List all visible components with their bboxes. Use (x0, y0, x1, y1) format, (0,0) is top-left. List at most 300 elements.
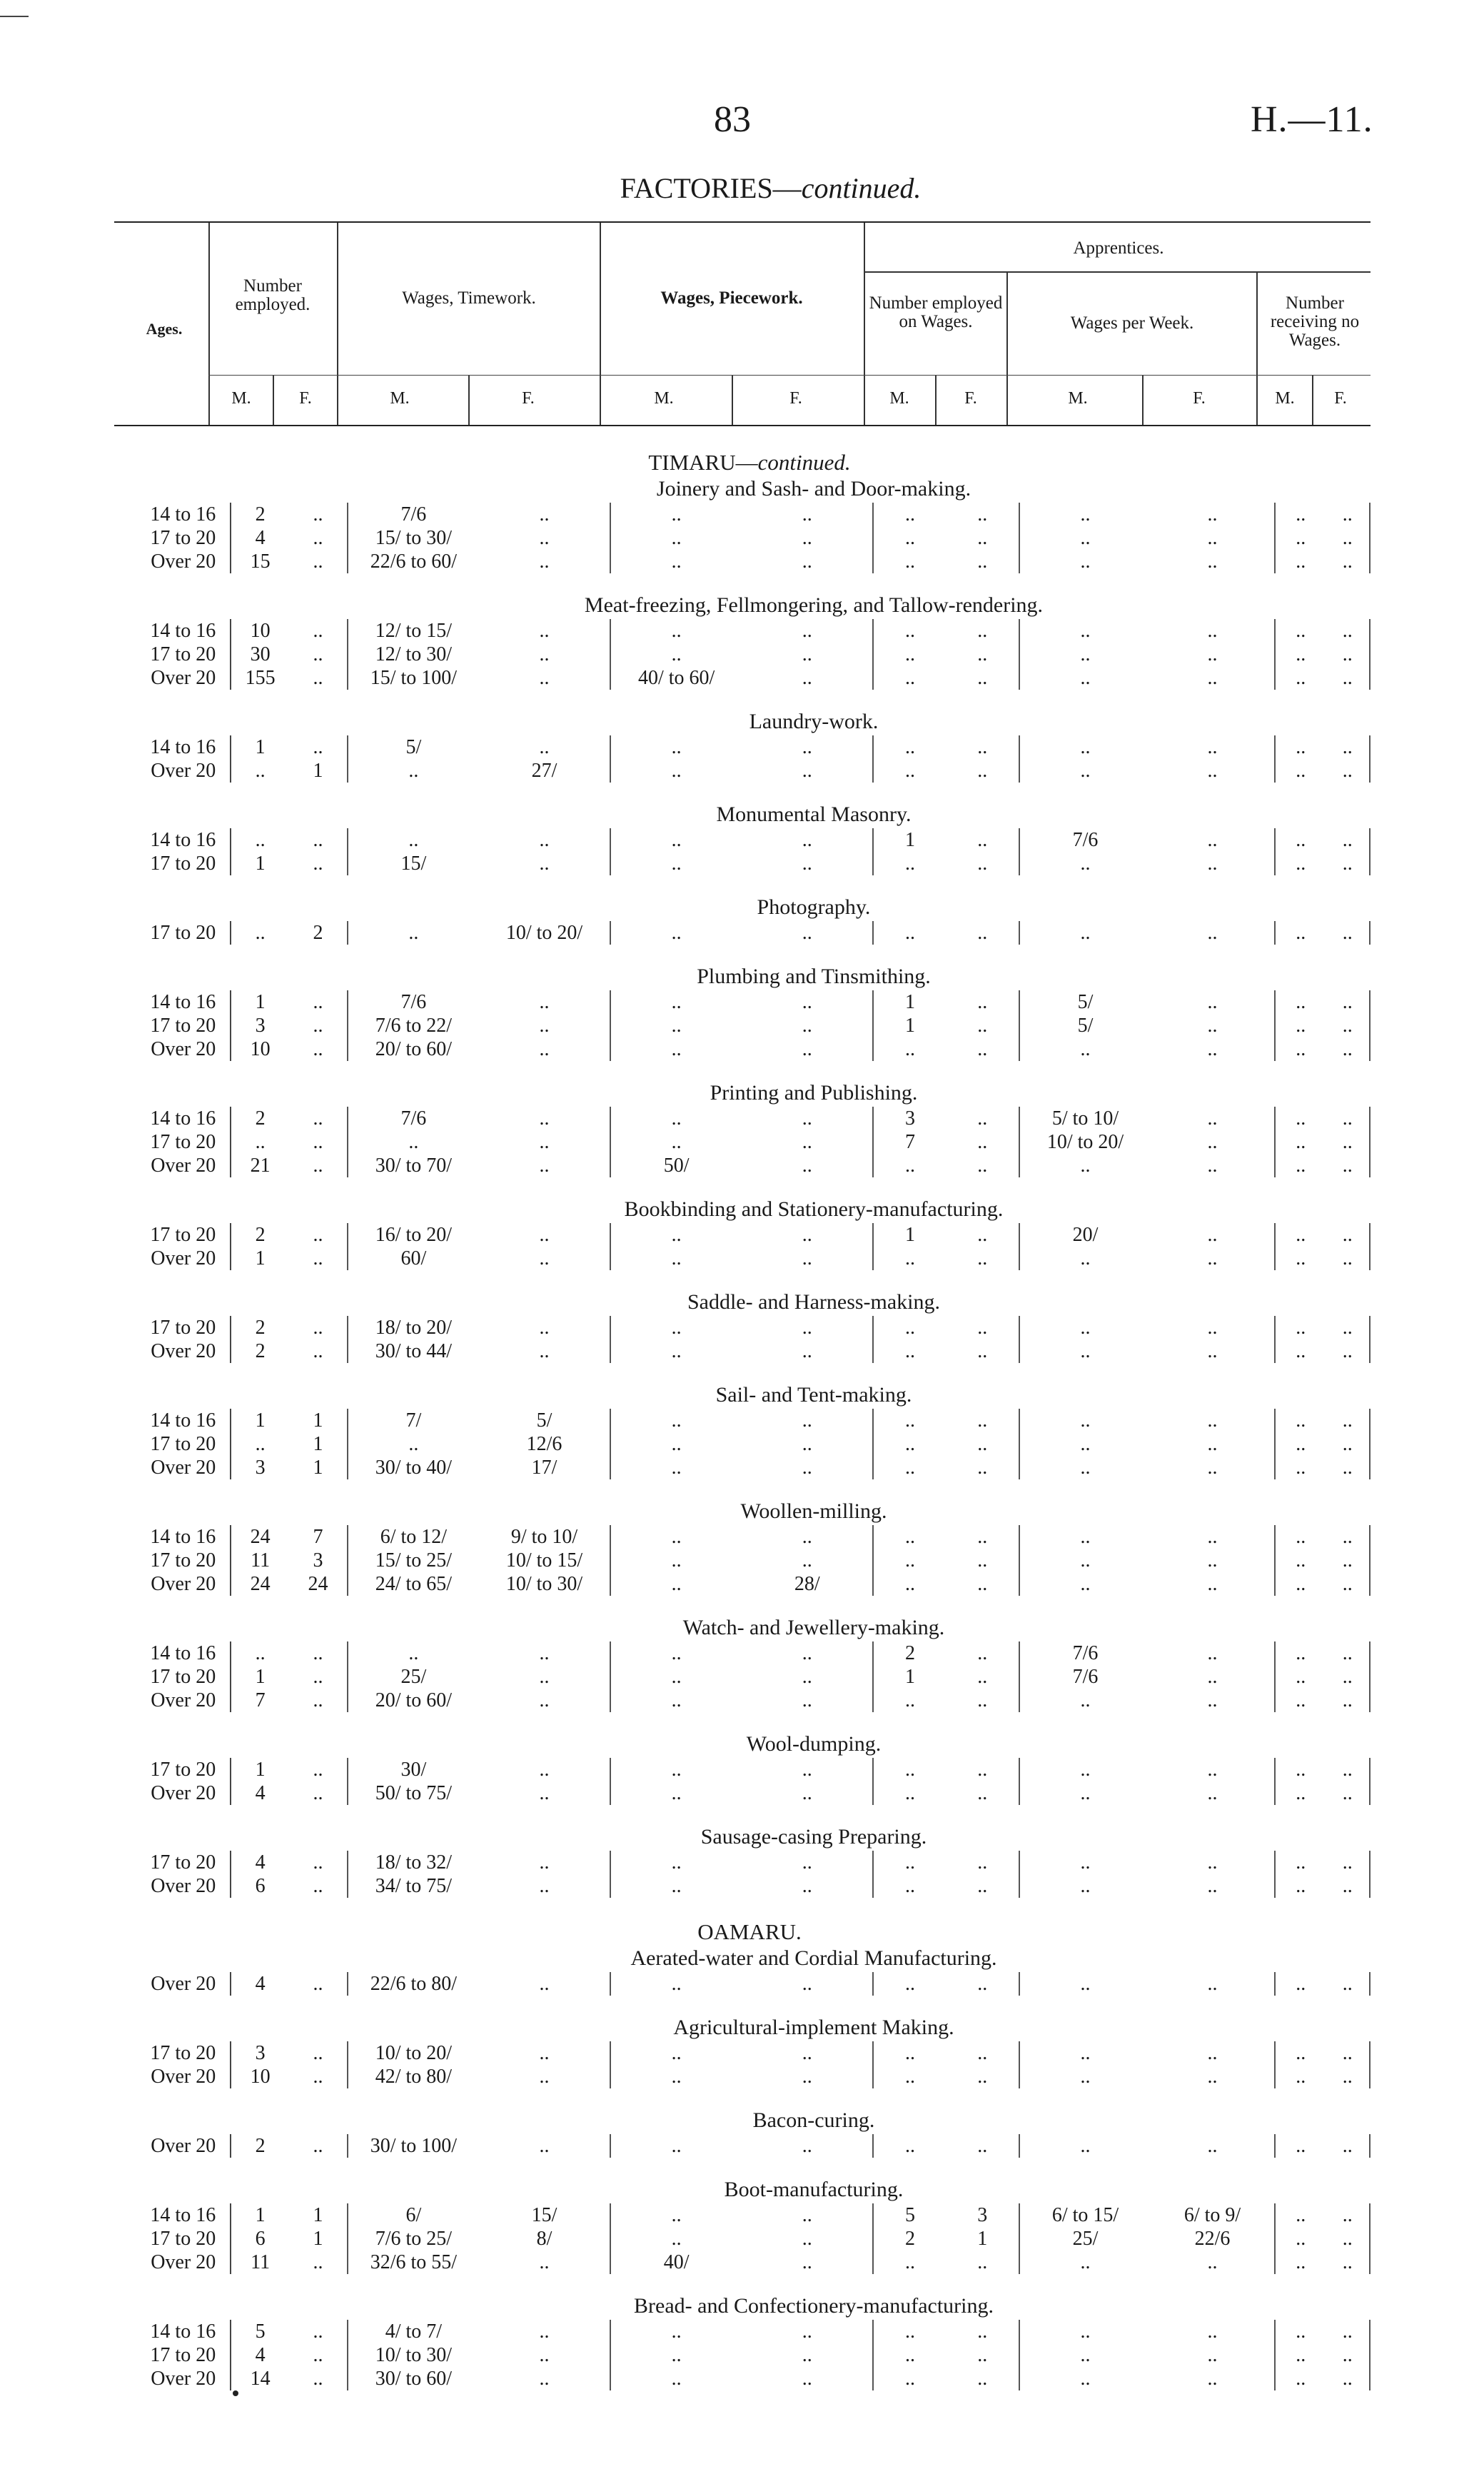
table-cell: .. (289, 852, 348, 875)
table-cell: .. (742, 1851, 873, 1874)
age-cell: 14 to 16 (128, 1525, 231, 1549)
table-cell: .. (289, 2134, 348, 2158)
table-cell: .. (1151, 1316, 1275, 1339)
table-cell: .. (1151, 2251, 1275, 2274)
table-cell: .. (905, 619, 915, 642)
age-cell: Over 20 (128, 2367, 231, 2390)
table-cell: .. (905, 1972, 915, 1995)
table-cell: 10 (250, 1037, 271, 1060)
table-cell: 30/ to 40/ (375, 1456, 453, 1479)
table-cell: .. (408, 1432, 419, 1455)
table-cell: 3 (255, 2041, 266, 2064)
header-number-employed: Number employed. (235, 276, 311, 314)
table-cell: 1 (255, 1409, 266, 1432)
table-cell: 1 (289, 2203, 348, 2227)
age-cell: 14 to 16 (128, 503, 231, 526)
table-cell: .. (742, 1316, 873, 1339)
table-cell: .. (947, 1572, 1019, 1596)
table-cell: .. (671, 619, 682, 642)
table-cell: .. (1080, 1874, 1091, 1897)
table-cell: .. (289, 2041, 348, 2065)
table-row (128, 2251, 1370, 2274)
table-cell: 21 (250, 1154, 271, 1177)
table-cell: 5 (255, 2320, 266, 2343)
table-cell: .. (671, 1409, 682, 1432)
table-cell: 10 (250, 619, 271, 642)
table-body (128, 443, 1371, 2410)
table-cell: .. (1326, 1409, 1370, 1432)
age-cell: 17 to 20 (128, 1316, 231, 1339)
table-cell: .. (255, 828, 266, 851)
table-cell: 3 (289, 1549, 348, 1572)
table-cell: .. (289, 1972, 348, 1996)
table-cell: .. (479, 1665, 610, 1689)
table-cell: .. (1296, 1339, 1306, 1362)
table-cell: .. (479, 1758, 610, 1781)
table-cell: .. (671, 1874, 682, 1897)
table-cell: .. (479, 990, 610, 1014)
industry-table (128, 828, 1371, 875)
table-cell: .. (947, 1641, 1019, 1665)
table-row (128, 921, 1370, 945)
table-cell: 7/6 (1072, 1641, 1099, 1664)
table-cell: .. (1296, 2320, 1306, 2343)
industry-table (128, 1758, 1371, 1805)
industry-section (128, 1732, 1371, 1805)
table-cell: .. (671, 921, 682, 944)
table-cell: .. (947, 1154, 1019, 1177)
table-cell: .. (671, 643, 682, 665)
table-cell: .. (1296, 1549, 1306, 1572)
age-cell: 14 to 16 (128, 2320, 231, 2343)
industry-title: Boot-manufacturing. (724, 2178, 904, 2201)
header-f: F. (1334, 389, 1347, 408)
age-cell: 14 to 16 (128, 735, 231, 759)
table-row (128, 2134, 1370, 2158)
table-cell: .. (947, 619, 1019, 643)
table-cell: .. (1296, 1130, 1306, 1153)
table-cell: 15/ (479, 2203, 610, 2227)
table-cell: 50/ to 75/ (375, 1781, 453, 1804)
industry-table (128, 1107, 1371, 1177)
table-row (128, 643, 1370, 666)
col-divider (273, 375, 274, 425)
table-cell: .. (1151, 1641, 1275, 1665)
header-f: F. (1193, 389, 1206, 408)
age-cell: Over 20 (128, 666, 231, 690)
apprentices-rule (864, 271, 1371, 273)
table-cell: .. (671, 1758, 682, 1781)
table-cell: .. (255, 1641, 266, 1664)
age-cell: 17 to 20 (128, 1851, 231, 1874)
table-cell: .. (479, 2367, 610, 2390)
table-cell: .. (742, 1972, 873, 1996)
header-f: F. (522, 389, 535, 408)
age-cell: 17 to 20 (128, 643, 231, 666)
table-row (128, 1107, 1370, 1130)
table-cell: .. (289, 1130, 348, 1154)
table-cell: .. (905, 735, 915, 758)
table-cell: .. (1296, 643, 1306, 665)
table-cell: 7/ (405, 1409, 422, 1432)
table-cell: .. (479, 550, 610, 573)
table-cell: .. (1326, 2041, 1370, 2065)
table-cell: .. (1326, 643, 1370, 666)
table-cell: .. (742, 550, 873, 573)
table-cell: .. (1326, 1247, 1370, 1270)
table-cell: .. (408, 1641, 419, 1664)
table-cell: .. (905, 1339, 915, 1362)
table-cell: .. (742, 1107, 873, 1130)
table-row (128, 1665, 1370, 1689)
table-cell: 2 (289, 921, 348, 945)
table-cell: .. (742, 990, 873, 1014)
table-cell: .. (1296, 2041, 1306, 2064)
table-cell: .. (1326, 1549, 1370, 1572)
table-cell: 16/ to 20/ (375, 1223, 453, 1246)
table-cell: .. (742, 1758, 873, 1781)
industry-title: Watch- and Jewellery-making. (682, 1616, 945, 1639)
header-ages: Ages. (146, 320, 183, 338)
table-cell: .. (1296, 1572, 1306, 1595)
table-cell: 7/6 (400, 1107, 427, 1130)
table-cell: .. (1296, 1641, 1306, 1664)
table-cell: 1 (289, 759, 348, 783)
table-cell: .. (479, 1972, 610, 1996)
table-cell: 6 (255, 2227, 266, 2250)
table-cell: .. (1326, 735, 1370, 759)
table-cell: .. (1151, 619, 1275, 643)
table-cell: .. (947, 2041, 1019, 2065)
table-cell: .. (947, 990, 1019, 1014)
table-cell: .. (947, 1689, 1019, 1712)
table-row (128, 759, 1370, 783)
table-cell: .. (947, 2134, 1019, 2158)
table-cell: .. (671, 1572, 682, 1595)
table-cell: .. (1151, 735, 1275, 759)
table-cell: .. (1296, 550, 1306, 573)
table-cell: .. (479, 1339, 610, 1363)
table-cell: 4/ to 7/ (385, 2320, 443, 2343)
header-f: F. (299, 389, 312, 408)
table-cell: .. (1326, 503, 1370, 526)
page-number: 83 (714, 99, 751, 140)
table-cell: .. (479, 1851, 610, 1874)
table-cell: .. (905, 1247, 915, 1269)
industry-title: Woollen-milling. (740, 1499, 887, 1523)
header-wages-piecework: Wages, Piecework. (660, 288, 803, 308)
table-cell: .. (1151, 1154, 1275, 1177)
table-cell: .. (947, 2320, 1019, 2343)
table-cell: .. (408, 921, 419, 944)
table-cell: .. (947, 666, 1019, 690)
industry-section (128, 1616, 1371, 1712)
table-cell: 1 (905, 1665, 915, 1688)
industry-table (128, 1851, 1371, 1898)
table-cell: 10/ to 30/ (479, 1572, 610, 1596)
table-cell: .. (905, 643, 915, 665)
industry-table (128, 503, 1371, 573)
table-cell: .. (1080, 1572, 1091, 1595)
table-cell: 1 (255, 1247, 266, 1269)
table-cell: .. (1151, 1339, 1275, 1363)
table-cell: .. (1151, 1456, 1275, 1479)
town-heading (128, 448, 1371, 477)
table-cell: 20/ to 60/ (375, 1689, 453, 1711)
industry-table (128, 1641, 1371, 1712)
table-cell: .. (289, 1247, 348, 1270)
age-cell: Over 20 (128, 1154, 231, 1177)
table-cell: 1 (255, 852, 266, 875)
table-cell: .. (1080, 643, 1091, 665)
table-cell: .. (742, 1130, 873, 1154)
table-cell: .. (1296, 1107, 1306, 1130)
industry-section (128, 895, 1371, 945)
table-cell: .. (1151, 759, 1275, 783)
table-cell: .. (1151, 1851, 1275, 1874)
table-cell: .. (289, 1781, 348, 1805)
table-cell: .. (1151, 1432, 1275, 1456)
table-row (128, 1014, 1370, 1037)
table-cell: 15/ to 25/ (375, 1549, 453, 1572)
table-cell: .. (1296, 2065, 1306, 2088)
table-cell: .. (289, 643, 348, 666)
age-cell: 17 to 20 (128, 1665, 231, 1689)
table-cell: .. (1296, 1689, 1306, 1711)
table-cell: .. (742, 1339, 873, 1363)
table-cell: .. (479, 526, 610, 550)
table-cell: .. (742, 1432, 873, 1456)
table-cell: .. (1296, 2367, 1306, 2390)
table-cell: .. (1080, 1549, 1091, 1572)
header-apprentices-employed: Number employed on Wages. (869, 293, 1003, 331)
table-row (128, 2203, 1370, 2227)
table-cell: .. (905, 550, 915, 573)
table-cell: .. (408, 828, 419, 851)
table-cell: .. (479, 1037, 610, 1061)
table-cell: .. (1080, 1037, 1091, 1060)
table-cell: 2 (255, 1339, 266, 1362)
industry-section (128, 1290, 1371, 1363)
table-cell: .. (742, 1223, 873, 1247)
table-cell: .. (671, 1972, 682, 1995)
table-cell: .. (905, 1549, 915, 1572)
table-cell: .. (742, 1641, 873, 1665)
industry-table (128, 2320, 1371, 2390)
col-divider (337, 223, 338, 425)
table-cell: .. (1080, 1247, 1091, 1269)
table-cell: 2 (255, 1223, 266, 1246)
table-row (128, 2320, 1370, 2343)
table-cell: .. (1151, 666, 1275, 690)
table-cell: .. (742, 2251, 873, 2274)
town-name-suffix: continued. (757, 450, 851, 475)
industry-section (128, 1081, 1371, 1177)
table-cell: .. (671, 2041, 682, 2064)
table-cell: .. (671, 1851, 682, 1874)
industry-section (128, 1383, 1371, 1479)
table-cell: .. (1326, 2134, 1370, 2158)
table-cell: .. (947, 759, 1019, 783)
table-cell: .. (1326, 921, 1370, 945)
table-cell: 30/ to 44/ (375, 1339, 453, 1362)
industry-title: Saddle- and Harness-making. (687, 1290, 941, 1314)
table-cell: .. (1296, 2343, 1306, 2366)
table-cell: .. (947, 921, 1019, 945)
table-row (128, 2041, 1370, 2065)
table-cell: 10/ to 20/ (479, 921, 610, 945)
table-cell: 6/ to 9/ (1151, 2203, 1275, 2227)
table-cell: .. (742, 2041, 873, 2065)
table-cell: 2 (255, 1107, 266, 1130)
table-cell: .. (1326, 1037, 1370, 1061)
table-cell: .. (947, 2065, 1019, 2088)
table-cell: .. (947, 1781, 1019, 1805)
table-cell: .. (1326, 990, 1370, 1014)
table-cell: .. (947, 1525, 1019, 1549)
table-cell: 30/ to 70/ (375, 1154, 453, 1177)
age-cell: Over 20 (128, 550, 231, 573)
industry-title: Monumental Masonry. (716, 803, 912, 826)
table-cell: .. (905, 921, 915, 944)
table-cell: .. (947, 503, 1019, 526)
industry-title: Sausage-casing Preparing. (700, 1825, 927, 1849)
table-cell: 5/ (405, 735, 422, 758)
table-cell: 4 (255, 526, 266, 549)
table-cell: 24/ to 65/ (375, 1572, 453, 1595)
industry-table (128, 990, 1371, 1061)
table-cell: 32/6 to 55/ (370, 2251, 458, 2273)
table-cell: 30 (250, 643, 271, 665)
table-cell: .. (671, 1316, 682, 1339)
age-cell: Over 20 (128, 1456, 231, 1479)
table-cell: .. (947, 852, 1019, 875)
table-cell: .. (1296, 1456, 1306, 1479)
table-row (128, 2065, 1370, 2088)
table-cell: .. (289, 1037, 348, 1061)
table-cell: 15/ (400, 852, 427, 875)
industry-section (128, 1499, 1371, 1596)
table-cell: .. (1151, 1572, 1275, 1596)
table-cell: .. (1296, 1851, 1306, 1874)
table-cell: .. (671, 526, 682, 549)
table-cell: .. (742, 2343, 873, 2367)
table-cell: .. (289, 735, 348, 759)
industry-section (128, 1825, 1371, 1898)
header-apprentices-no-wages: Number receiving no Wages. (1270, 293, 1360, 350)
table-cell: .. (1151, 1549, 1275, 1572)
table-cell: .. (905, 1154, 915, 1177)
table-cell: .. (289, 666, 348, 690)
industry-title: Bacon-curing. (752, 2108, 875, 2132)
table-row (128, 2343, 1370, 2367)
title-main: FACTORIES— (620, 172, 802, 204)
industry-title: Wool-dumping. (746, 1732, 882, 1756)
header-apprentices-wages: Wages per Week. (1070, 313, 1194, 333)
table-cell: .. (905, 1525, 915, 1548)
table-cell: 10/ to 20/ (1046, 1130, 1124, 1153)
table-cell: .. (1151, 1781, 1275, 1805)
table-cell: .. (905, 1781, 915, 1804)
table-cell: 1 (905, 1223, 915, 1246)
table-cell: .. (289, 619, 348, 643)
table-cell: .. (479, 1154, 610, 1177)
table-cell: 4 (255, 1972, 266, 1995)
col-divider (468, 375, 470, 425)
table-cell: .. (255, 921, 266, 944)
industry-title: Plumbing and Tinsmithing. (697, 965, 931, 988)
table-cell: .. (1326, 526, 1370, 550)
table-cell: .. (671, 2065, 682, 2088)
table-cell: 17/ (479, 1456, 610, 1479)
table-cell: 24 (289, 1572, 348, 1596)
table-cell: .. (1296, 619, 1306, 642)
table-cell: .. (1080, 1781, 1091, 1804)
industry-section (128, 2294, 1371, 2390)
industry-title: Meat-freezing, Fellmongering, and Tallow-rendering. (584, 593, 1044, 617)
edge-mark (0, 16, 29, 17)
age-cell: 17 to 20 (128, 2343, 231, 2367)
table-cell: .. (671, 2320, 682, 2343)
industry-section (128, 803, 1371, 875)
table-cell: .. (905, 1316, 915, 1339)
table-cell: .. (1296, 990, 1306, 1013)
table-cell: .. (289, 2065, 348, 2088)
table-cell: .. (1296, 1972, 1306, 1995)
table-cell: 4 (255, 1781, 266, 1804)
table-cell: .. (947, 2343, 1019, 2367)
table-cell: .. (742, 1247, 873, 1270)
table-cell: .. (1326, 2065, 1370, 2088)
table-cell: .. (1080, 2065, 1091, 2088)
age-cell: 17 to 20 (128, 1014, 231, 1037)
table-cell: 15/ to 100/ (370, 666, 458, 689)
table-cell: .. (1080, 2343, 1091, 2366)
table-cell: 5/ (1077, 990, 1094, 1013)
table-cell: .. (905, 1851, 915, 1874)
table-cell: 25/ (1072, 2227, 1099, 2250)
table-cell: 1 (255, 1665, 266, 1688)
col-divider (1006, 271, 1008, 425)
table-cell: .. (742, 735, 873, 759)
table-cell: .. (947, 1972, 1019, 1996)
table-cell: 1 (289, 1409, 348, 1432)
subheader-rule (208, 375, 1371, 376)
industry-title: Printing and Publishing. (710, 1081, 918, 1105)
table-cell: .. (1296, 1525, 1306, 1548)
table-cell: .. (671, 1247, 682, 1269)
table-cell: .. (1151, 1130, 1275, 1154)
table-cell: .. (1326, 1432, 1370, 1456)
table-cell: .. (905, 2134, 915, 2157)
age-cell: Over 20 (128, 759, 231, 783)
table-cell: .. (1296, 1014, 1306, 1037)
table-cell: .. (947, 828, 1019, 852)
table-cell: .. (479, 2041, 610, 2065)
table-row (128, 666, 1370, 690)
age-cell: Over 20 (128, 2065, 231, 2088)
table-cell: .. (1151, 921, 1275, 945)
age-cell: 17 to 20 (128, 2227, 231, 2251)
age-cell: Over 20 (128, 1781, 231, 1805)
table-cell: .. (1296, 759, 1306, 782)
col-divider (208, 223, 210, 425)
industry-table (128, 1316, 1371, 1363)
table-cell: .. (1326, 1223, 1370, 1247)
table-cell: .. (1296, 526, 1306, 549)
table-cell: 20/ to 60/ (375, 1037, 453, 1060)
table-cell: .. (905, 2320, 915, 2343)
